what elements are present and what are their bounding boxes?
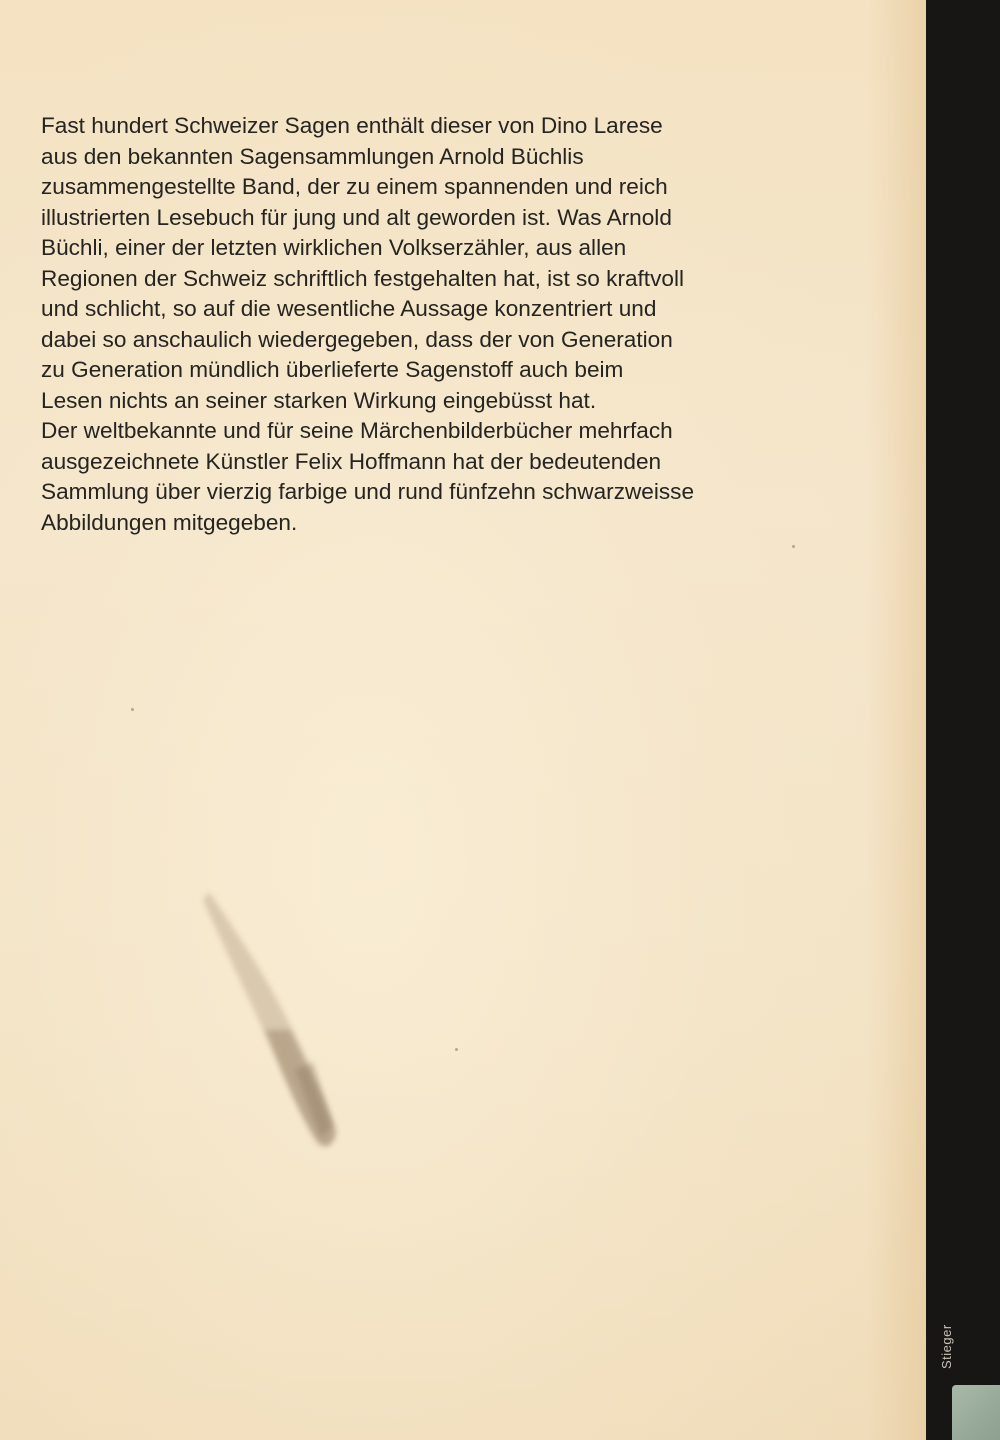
speck: [131, 708, 134, 711]
library-label-sticker: [952, 1385, 1000, 1440]
blurb-line: Abbildungen mitgegeben.: [41, 509, 298, 535]
blurb-line: zusammengestellte Band, der zu einem spannenden und reich: [41, 174, 668, 199]
blurb-text: [41, 111, 811, 538]
cover-edge-shading: [866, 0, 926, 1440]
blurb-line: Der weltbekannte und für seine Märchenbilderbücher mehrfach: [41, 418, 673, 443]
blurb-line: ausgezeichnete Künstler Felix Hoffmann hat der bedeutenden: [41, 448, 662, 474]
blurb-line: Lesen nichts an seiner starken Wirkung eingebüsst hat.: [41, 387, 597, 413]
blurb-line: illustrierten Lesebuch für jung und alt geworden ist. Was Arnold: [41, 204, 672, 230]
blurb-line: aus den bekannten Sagensammlungen Arnold Büchlis: [41, 143, 584, 169]
blurb-line: und schlicht, so auf die wesentliche Aussage konzentriert und: [41, 296, 657, 321]
blurb-line: Fast hundert Schweizer Sagen enthält dieser von Dino Larese: [41, 113, 663, 138]
blurb-line: Büchli, einer der letzten wirklichen Volkserzähler, aus allen: [41, 235, 627, 260]
ink-smudge: [195, 880, 365, 1180]
speck: [455, 1048, 458, 1051]
speck: [792, 545, 795, 548]
publisher-name: Stieger: [939, 1324, 954, 1369]
blurb-line: zu Generation mündlich überlieferte Sagenstoff auch beim: [41, 357, 624, 382]
blurb-line: dabei so anschaulich wiedergegeben, dass der von Generation: [41, 326, 673, 352]
blurb-line: Regionen der Schweiz schriftlich festgehalten hat, ist so kraftvoll: [41, 265, 684, 291]
blurb-line: Sammlung über vierzig farbige und rund fünfzehn schwarzweisse: [41, 479, 695, 504]
book-spine: [926, 0, 1000, 1440]
